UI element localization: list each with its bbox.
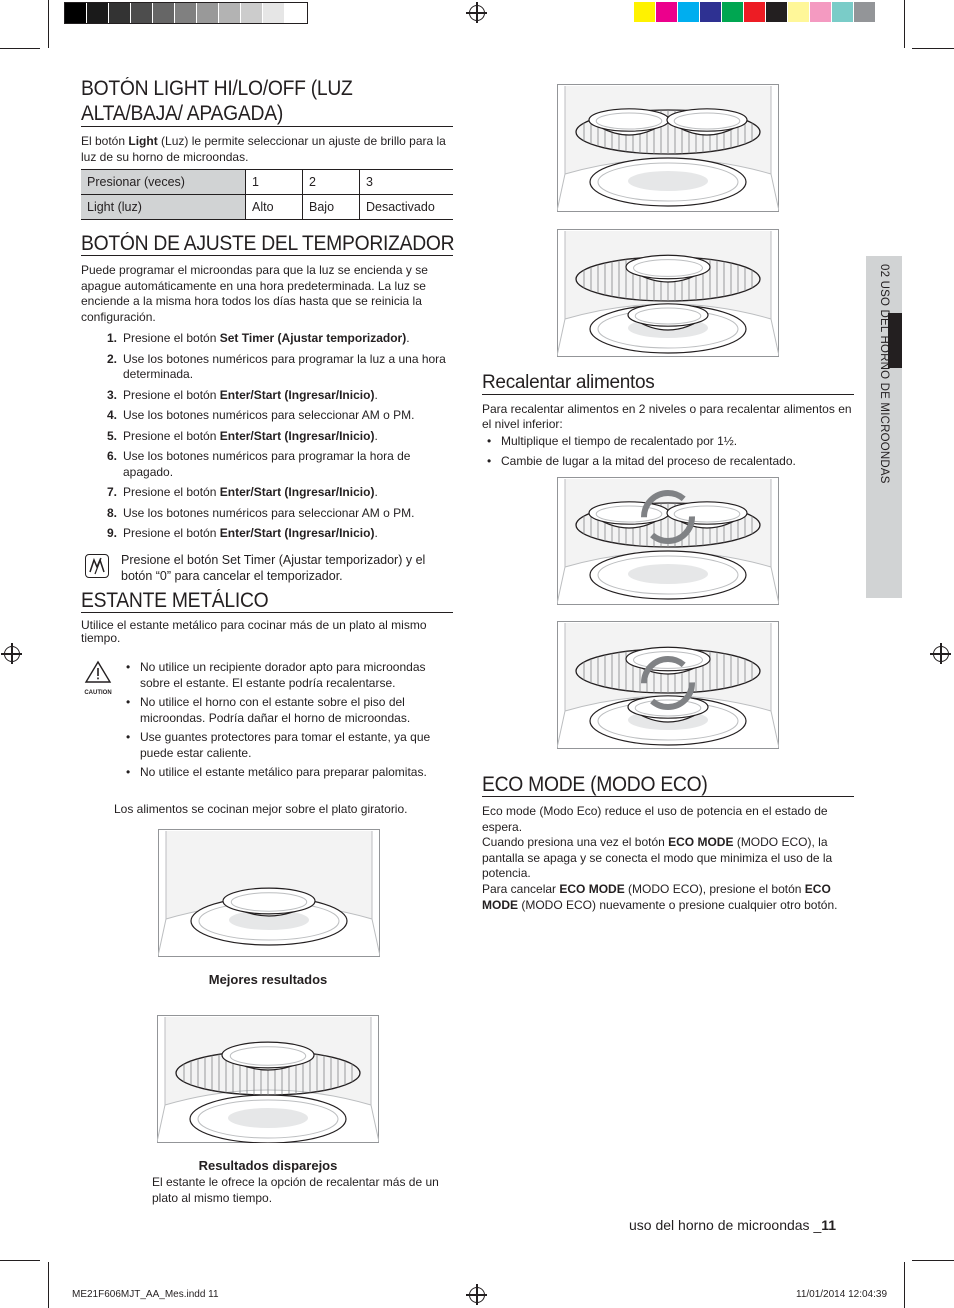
caption-uneven-results: Resultados disparejos — [198, 1158, 338, 1173]
crop-mark — [912, 48, 954, 49]
table-cell: Alto — [246, 195, 303, 220]
step-text: Use los botones numéricos para seleccionar AM o PM. — [123, 408, 415, 422]
reheat-bullet: • Cambie de lugar a la mitad del proceso de recalentado. — [487, 454, 847, 470]
step-text: Presione el botón — [123, 526, 220, 540]
crop-mark — [48, 0, 49, 48]
gray-swatch — [65, 3, 87, 23]
bowl-rim — [626, 255, 710, 279]
crop-mark — [0, 1260, 40, 1261]
table-cell: Light (luz) — [81, 195, 246, 220]
bowl-rim — [628, 304, 708, 326]
step-text: Use los botones numéricos para programar la hora de apagado. — [123, 449, 411, 479]
page-footer: uso del horno de microondas _11 — [629, 1217, 837, 1233]
color-swatch — [700, 2, 722, 22]
step-text-end: . — [374, 428, 378, 443]
gray-swatch — [131, 3, 153, 23]
eco-paragraph-3: Para cancelar ECO MODE (MODO ECO), presione el botón ECO MODE (MODO ECO) nuevamente o presione cualquier otro botón. — [482, 882, 838, 912]
step-text-end: . — [374, 387, 378, 402]
eco-paragraph-1: Eco mode (Modo Eco) reduce el uso de potencia en el estado de espera. — [482, 804, 828, 834]
table-row — [81, 195, 453, 220]
caution-item: • Use guantes protectores para tomar el estante, ya que puede estar caliente. — [126, 730, 446, 761]
step-text: Presione el botón — [123, 387, 220, 402]
table-cell: 1 — [246, 170, 303, 195]
bowl-rim — [589, 109, 669, 131]
registration-mark-icon — [469, 1287, 485, 1303]
timer-step — [99, 331, 455, 347]
registration-mark-icon — [933, 646, 949, 662]
timer-intro: Puede programar el microondas para que la luz se encienda y se apague automáticamente en una hora predeterminada. La luz se enciende a la misma hora todos los días hasta que se reinicia la configuración. — [81, 263, 428, 324]
gray-swatch — [263, 3, 285, 23]
step-text: Use los botones numéricos para programar la luz a una hora determinada. — [123, 351, 446, 381]
turntable-bowl-illustration — [158, 829, 380, 957]
table-cell: Presionar (veces) — [81, 170, 246, 195]
table-cell: Bajo — [303, 195, 360, 220]
timer-note: Presione el botón Set Timer (Ajustar temporizador) y el botón “0” para cancelar el temporizador. — [121, 553, 426, 583]
title-rule — [81, 126, 453, 127]
crop-mark — [904, 1262, 905, 1308]
step-text: Presione el botón — [123, 485, 220, 499]
rack-closing: El estante le ofrece la opción de recalentar más de un plato al mismo tiempo. — [152, 1175, 439, 1205]
reheat-section-title: Recalentar alimentos — [482, 372, 655, 393]
timer-step — [99, 506, 455, 522]
step-number: 3. — [106, 387, 117, 402]
swap-bowls-rack-illustration — [557, 477, 779, 605]
gray-swatch — [175, 3, 197, 23]
bowl-rim — [589, 502, 669, 524]
bowl-rim — [222, 1042, 314, 1068]
light-intro: El botón Light (Luz) le permite seleccionar un ajuste de brillo para la luz de su horno de microondas. — [81, 134, 446, 164]
step-number: 4. — [106, 408, 117, 422]
caution-item: • No utilice el estante metálico para preparar palomitas. — [126, 765, 446, 781]
color-swatch — [744, 2, 766, 22]
chapter-side-tab — [866, 256, 902, 598]
step-text: Presione el botón — [123, 331, 220, 345]
light-table — [81, 169, 453, 220]
step-text-end: . — [406, 331, 410, 345]
color-calibration-bar — [634, 2, 876, 22]
rack-section-title: ESTANTE METÁLICO — [81, 589, 269, 612]
reheat-bullet: • Multiplique el tiempo de recalentado por 1½. — [487, 434, 847, 450]
side-tab-marker — [888, 313, 902, 368]
bowls-two-levels-illustration — [557, 229, 779, 357]
step-button-name: Enter/Start (Ingresar/Inicio) — [219, 428, 375, 443]
step-number: 9. — [106, 526, 117, 540]
timer-step — [99, 485, 455, 501]
color-swatch — [788, 2, 810, 22]
table-row — [81, 170, 453, 195]
title-rule — [482, 394, 854, 395]
side-tab-label: 02 USO DEL HORNO DE MICROONDAS — [878, 264, 890, 484]
caution-item: • No utilice un recipiente dorador apto para microondas sobre el estante. El estante podría recalentarse. — [126, 660, 446, 691]
caution-item: • No utilice el horno con el estante sobre el piso del microondas. Podría dañar el horno de microondas. — [126, 695, 446, 726]
timer-step — [99, 429, 455, 445]
eco-section-title: ECO MODE (MODO ECO) — [482, 773, 708, 796]
caution-list — [126, 660, 446, 785]
timer-section-title: BOTÓN DE AJUSTE DEL TEMPORIZADOR — [81, 232, 455, 255]
timer-step — [99, 449, 455, 480]
registration-mark-icon — [469, 5, 485, 21]
step-button-name: Enter/Start (Ingresar/Inicio) — [219, 387, 375, 402]
step-button-name: Enter/Start (Ingresar/Inicio) — [219, 485, 375, 499]
step-text: Use los botones numéricos para seleccionar AM o PM. — [123, 505, 415, 520]
color-swatch — [722, 2, 744, 22]
step-button-name: Set Timer (Ajustar temporizador) — [219, 331, 407, 345]
color-swatch — [810, 2, 832, 22]
color-swatch — [634, 2, 656, 22]
rack-intro: Utilice el estante metálico para cocinar más de un plato al mismo tiempo. — [81, 618, 427, 645]
note-icon — [85, 554, 109, 578]
timer-step — [99, 526, 455, 542]
table-cell: 2 — [303, 170, 360, 195]
two-bowls-rack-illustration — [557, 84, 779, 212]
crop-mark — [48, 1262, 49, 1308]
step-number: 2. — [106, 351, 117, 366]
color-swatch — [678, 2, 700, 22]
turntable-center — [228, 1108, 308, 1128]
caution-label: CAUTION — [84, 690, 112, 696]
color-swatch — [656, 2, 678, 22]
table-cell: 3 — [360, 170, 454, 195]
step-text-end: . — [374, 526, 378, 540]
print-file-name: ME21F606MJT_AA_Mes.indd 11 — [72, 1289, 219, 1300]
color-swatch — [854, 2, 876, 22]
step-button-name: Enter/Start (Ingresar/Inicio) — [219, 526, 375, 540]
crop-mark — [912, 1260, 954, 1261]
gray-swatch — [87, 3, 109, 23]
timer-step — [99, 408, 455, 424]
gray-swatch — [219, 3, 241, 23]
gray-swatch — [197, 3, 219, 23]
crop-mark — [0, 48, 40, 49]
timer-step — [99, 388, 455, 404]
step-number: 5. — [106, 428, 117, 443]
caption-best-results: Mejores resultados — [208, 972, 328, 987]
caution-icon — [84, 660, 112, 696]
turntable-note: Los alimentos se cocinan mejor sobre el plato giratorio. — [114, 802, 408, 816]
reheat-bullet-list — [487, 434, 847, 473]
gray-swatch — [285, 3, 307, 23]
timer-step — [99, 352, 455, 383]
title-rule — [81, 612, 453, 613]
step-number: 6. — [106, 449, 117, 463]
gray-calibration-bar — [64, 2, 308, 24]
swap-bowls-levels-illustration — [557, 621, 779, 749]
step-number: 8. — [106, 505, 117, 520]
light-section-title: BOTÓN LIGHT HI/LO/OFF (LUZ ALTA/BAJA/ APAGADA) — [81, 77, 353, 125]
turntable-center — [628, 564, 708, 584]
color-swatch — [832, 2, 854, 22]
registration-mark-icon — [4, 646, 20, 662]
color-swatch — [766, 2, 788, 22]
print-timestamp: 11/01/2014 12:04:39 — [796, 1289, 888, 1300]
bowl-rim — [667, 109, 747, 131]
timer-steps-list — [99, 331, 455, 547]
bowl-rim — [667, 502, 747, 524]
step-number: 7. — [106, 485, 117, 499]
step-number: 1. — [106, 331, 117, 345]
reheat-intro: Para recalentar alimentos en 2 niveles o para recalentar alimentos en el nivel inferior: — [482, 402, 852, 431]
gray-swatch — [153, 3, 175, 23]
eco-paragraph-2: Cuando presiona una vez el botón ECO MODE (MODO ECO), la pantalla se apaga y se conecta el modo que minimiza el uso de la potencia. — [482, 835, 833, 880]
gray-swatch — [109, 3, 131, 23]
turntable-center — [628, 171, 708, 191]
table-cell: Desactivado — [360, 195, 454, 220]
title-rule — [482, 796, 854, 797]
bowl-rim — [223, 888, 315, 914]
step-text-end: . — [374, 485, 378, 499]
rack-bowl-illustration — [157, 1015, 379, 1143]
step-text: Presione el botón — [123, 428, 220, 443]
crop-mark — [904, 0, 905, 48]
gray-swatch — [241, 3, 263, 23]
title-rule — [81, 255, 453, 256]
